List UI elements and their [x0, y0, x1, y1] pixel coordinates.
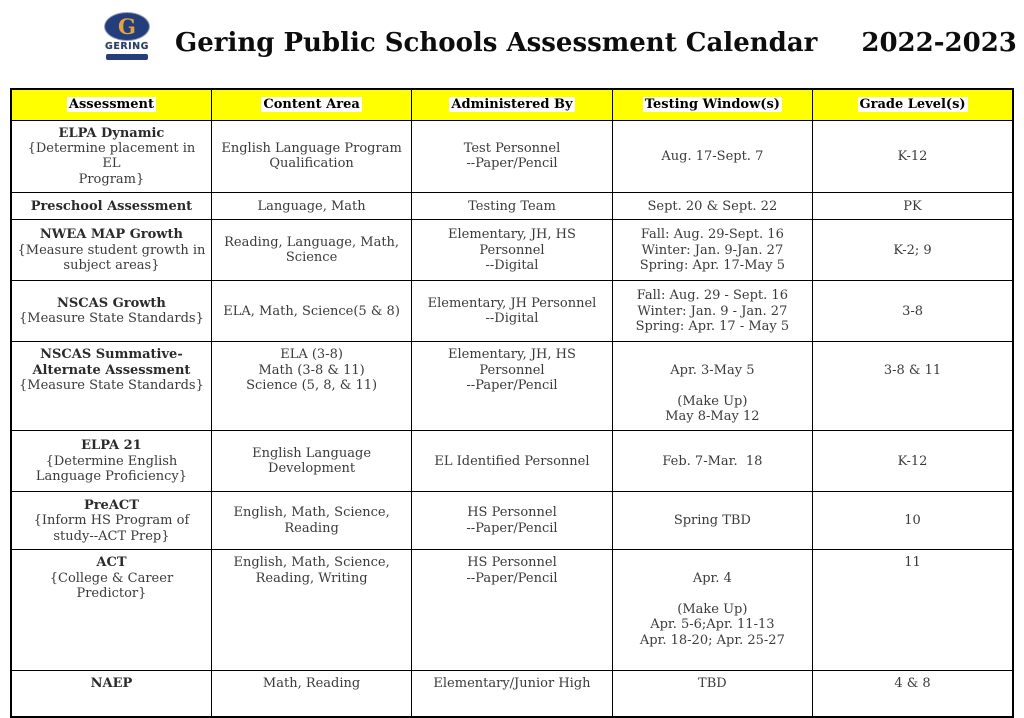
assessment-name-line: ACT — [96, 555, 127, 571]
assessment-desc-line: {Inform HS Program of — [33, 513, 190, 529]
content-area-cell — [211, 220, 411, 281]
assessment-row — [11, 281, 1013, 342]
grade-level-cell — [813, 431, 1013, 492]
assessment-cell — [11, 193, 211, 220]
grade-level-line: PK — [903, 198, 922, 214]
administered-by-line: Testing Team — [468, 198, 556, 214]
administered-by-line: Test Personnel — [463, 140, 561, 156]
assessment-row — [11, 120, 1013, 193]
assessment-cell — [11, 431, 211, 492]
assessment-cell — [11, 671, 211, 717]
school-year: 2022-2023 — [861, 28, 1017, 58]
logo-ellipse — [104, 12, 150, 41]
header-content-area — [211, 89, 411, 120]
grade-level-line — [818, 347, 1007, 362]
logo-g-letter: G — [118, 14, 136, 39]
content-area-line: Reading, Writing — [255, 570, 368, 586]
content-area-line: Science — [285, 250, 338, 266]
grade-level-line: K-2; 9 — [893, 242, 932, 258]
content-area-line: ELA, Math, Science(5 & 8) — [223, 303, 400, 319]
testing-window-cell — [612, 120, 812, 193]
administered-by-line: --Digital — [485, 258, 539, 274]
assessment-cell — [11, 550, 211, 671]
header-assessment — [11, 89, 211, 120]
administered-by-line: Elementary, JH Personnel — [427, 295, 597, 311]
testing-window-cell — [612, 671, 812, 717]
content-area-line: English, Math, Science, — [233, 555, 390, 571]
testing-window-line: (Make Up) — [677, 393, 748, 409]
testing-window-line: Feb. 7-Mar. 18 — [662, 453, 763, 469]
assessment-name-line: NSCAS Growth — [57, 295, 166, 311]
testing-window-line: Fall: Aug. 29-Sept. 16 — [640, 227, 784, 243]
assessment-row — [11, 671, 1013, 717]
assessment-desc-line: {College & Career Predictor} — [49, 570, 178, 602]
testing-window-cell — [612, 342, 812, 431]
assessment-desc-line: Program} — [78, 171, 145, 187]
testing-window-line: Winter: Jan. 9 - Jan. 27 — [637, 303, 788, 319]
logo-name-text: GERING — [105, 41, 149, 52]
testing-window-cell — [612, 550, 812, 671]
administered-by-cell — [412, 342, 612, 431]
assessment-desc-line: study--ACT Prep} — [53, 528, 170, 544]
testing-window-cell — [612, 431, 812, 492]
assessment-name-line: NAEP — [90, 676, 133, 692]
logo-banner — [106, 54, 148, 60]
grade-level-line: 3-8 & 11 — [883, 362, 942, 378]
testing-window-line — [618, 586, 807, 601]
grade-level-line: 10 — [904, 513, 921, 529]
testing-window-line: Apr. 3-May 5 — [670, 362, 755, 378]
content-area-line: Language, Math — [257, 198, 366, 214]
table-header-row — [11, 89, 1013, 120]
grade-level-cell — [813, 550, 1013, 671]
testing-window-line: Winter: Jan. 9-Jan. 27 — [641, 242, 784, 258]
assessment-row — [11, 550, 1013, 671]
content-area-cell — [211, 550, 411, 671]
content-area-cell — [211, 193, 411, 220]
testing-window-cell — [612, 281, 812, 342]
administered-by-cell — [412, 492, 612, 550]
assessment-desc-line: {Measure State Standards} — [19, 311, 204, 327]
assessment-cell — [11, 342, 211, 431]
assessment-row — [11, 492, 1013, 550]
assessment-name-line: Alternate Assessment — [32, 362, 191, 378]
assessment-row — [11, 342, 1013, 431]
administered-by-cell — [412, 220, 612, 281]
content-area-line: Reading, Language, Math, — [224, 234, 400, 250]
grade-level-line: 11 — [904, 555, 921, 571]
grade-level-cell — [813, 492, 1013, 550]
testing-window-line: Apr. 4 — [692, 570, 732, 586]
content-area-cell — [211, 120, 411, 193]
assessment-cell — [11, 220, 211, 281]
header-testing-window-label: Testing Window(s) — [644, 97, 780, 113]
testing-window-line — [618, 347, 807, 362]
assessment-name-line: NSCAS Summative- — [40, 347, 183, 363]
content-area-line: English, Math, Science, — [233, 505, 390, 521]
assessment-cell — [11, 281, 211, 342]
grade-level-cell — [813, 220, 1013, 281]
grade-level-cell — [813, 120, 1013, 193]
administered-by-line: Elementary, JH, HS Personnel — [448, 347, 581, 378]
testing-window-line — [618, 378, 807, 393]
assessment-row — [11, 431, 1013, 492]
content-area-cell — [211, 281, 411, 342]
content-area-line: Qualification — [269, 156, 354, 172]
header-grade-level — [813, 89, 1013, 120]
content-area-line: ELA (3-8) — [280, 347, 343, 363]
assessment-calendar-table — [10, 88, 1014, 718]
content-area-line: Reading — [284, 520, 339, 536]
administered-by-line: --Digital — [485, 311, 539, 327]
assessment-desc-line: {Determine placement in EL — [27, 140, 200, 172]
content-area-line: English Language Program — [221, 140, 402, 156]
administered-by-cell — [412, 281, 612, 342]
administered-by-cell — [412, 550, 612, 671]
content-area-line: Math, Reading — [262, 676, 361, 692]
grade-level-line: K-12 — [897, 148, 928, 164]
assessment-cell — [11, 120, 211, 193]
testing-window-line: (Make Up) — [677, 601, 748, 617]
assessment-row — [11, 220, 1013, 281]
page-title-text: Gering Public Schools Assessment Calendar — [175, 28, 818, 58]
testing-window-cell — [612, 492, 812, 550]
assessment-cell — [11, 492, 211, 550]
grade-level-line: 3-8 — [902, 303, 923, 319]
administered-by-line: --Paper/Pencil — [466, 156, 558, 172]
testing-window-cell — [612, 193, 812, 220]
assessment-desc-line: subject areas} — [63, 258, 160, 274]
assessment-row — [11, 193, 1013, 220]
content-area-cell — [211, 492, 411, 550]
testing-window-line: Apr. 18-20; Apr. 25-27 — [639, 632, 785, 648]
header-administered-by-label: Administered By — [451, 97, 573, 113]
testing-window-line: Spring TBD — [673, 513, 751, 529]
testing-window-line: Aug. 17-Sept. 7 — [661, 148, 764, 164]
header-grade-level-label: Grade Level(s) — [859, 97, 966, 113]
assessment-name-line: PreACT — [83, 497, 139, 513]
content-area-line: Math (3-8 & 11) — [258, 362, 365, 378]
assessment-name-line: NWEA MAP Growth — [39, 227, 183, 243]
assessment-name-line: ELPA 21 — [81, 438, 142, 454]
administered-by-line: HS Personnel — [467, 555, 557, 571]
administered-by-line: HS Personnel — [467, 505, 557, 521]
administered-by-line: Elementary, JH, HS Personnel — [448, 227, 581, 258]
content-area-cell — [211, 671, 411, 717]
content-area-cell — [211, 342, 411, 431]
content-area-line: Development — [268, 461, 356, 477]
testing-window-line: Spring: Apr. 17 - May 5 — [635, 319, 790, 335]
administered-by-line: --Paper/Pencil — [466, 570, 558, 586]
administered-by-line: Elementary/Junior High — [433, 676, 591, 692]
testing-window-line: Apr. 5-6;Apr. 11-13 — [650, 617, 775, 633]
header-content-area-label: Content Area — [263, 97, 360, 113]
administered-by-line: --Paper/Pencil — [466, 520, 558, 536]
assessment-name-line: ELPA Dynamic — [58, 125, 165, 141]
grade-level-cell — [813, 281, 1013, 342]
content-area-line: English Language — [252, 445, 372, 461]
header-testing-window — [612, 89, 812, 120]
testing-window-line: Sept. 20 & Sept. 22 — [647, 198, 778, 214]
assessment-desc-line: {Measure State Standards} — [19, 378, 204, 394]
testing-window-line: TBD — [698, 676, 727, 692]
school-logo — [94, 12, 160, 60]
administered-by-cell — [412, 671, 612, 717]
testing-window-line — [618, 555, 807, 570]
content-area-line: Science (5, 8, & 11) — [246, 378, 378, 394]
grade-level-cell — [813, 342, 1013, 431]
assessment-name-line: Preschool Assessment — [30, 198, 193, 214]
administered-by-line: --Paper/Pencil — [466, 378, 558, 394]
assessment-desc-line: {Measure student growth in — [17, 242, 206, 258]
testing-window-line: Spring: Apr. 17-May 5 — [639, 258, 786, 274]
administered-by-cell — [412, 120, 612, 193]
content-area-cell — [211, 431, 411, 492]
page-title — [175, 28, 1017, 58]
grade-level-line: K-12 — [897, 453, 928, 469]
assessment-desc-line: {Determine English — [45, 453, 178, 469]
testing-window-cell — [612, 220, 812, 281]
testing-window-line: May 8-May 12 — [665, 409, 760, 425]
testing-window-line: Fall: Aug. 29 - Sept. 16 — [636, 288, 788, 304]
administered-by-line: EL Identified Personnel — [434, 453, 590, 469]
grade-level-cell — [813, 671, 1013, 717]
grade-level-cell — [813, 193, 1013, 220]
grade-level-line: 4 & 8 — [894, 676, 931, 692]
header-assessment-label: Assessment — [68, 97, 154, 113]
header-administered-by — [412, 89, 612, 120]
administered-by-cell — [412, 431, 612, 492]
administered-by-cell — [412, 193, 612, 220]
assessment-desc-line: Language Proficiency} — [35, 469, 188, 485]
